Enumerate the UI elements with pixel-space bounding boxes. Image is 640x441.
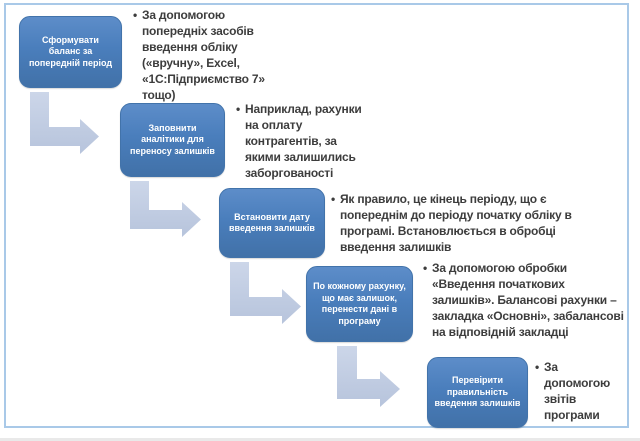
elbow-arrow-3: [230, 262, 301, 324]
step-note-3: [331, 191, 603, 255]
bullet-icon: •: [331, 192, 336, 206]
step-box-3: [219, 188, 325, 258]
step-note-4-text: За допомогою обробки «Введення початкових залишків». Балансові рахунки – закладка «Основні», забалансові на відповідній закладці: [432, 261, 624, 339]
elbow-arrow-4: [337, 346, 400, 407]
step-box-5-label: Перевірити правильність введення залишків: [434, 375, 521, 409]
step-note-5-text: За допомогою звітів програми: [544, 360, 611, 422]
step-note-5: [535, 359, 620, 423]
step-box-1: [19, 16, 122, 88]
step-box-2: [120, 103, 225, 177]
step-box-1-label: Сформувати баланс за попередній період: [28, 34, 113, 68]
bullet-icon: •: [423, 261, 428, 275]
step-note-1-text: За допомогою попередніх засобів введення обліку («вручну», Excel, «1С:Підприємство 7» тощо): [142, 8, 265, 102]
step-box-3-label: Встановити дату введення залишків: [229, 211, 315, 233]
step-note-3-text: Як правило, це кінець періоду, що є попереднім до періоду початку обліку в програмі. Встановлюється в обробці введення залишків: [340, 192, 572, 254]
elbow-arrow-1: [30, 92, 99, 154]
step-box-5: [427, 357, 528, 428]
step-note-1: [133, 7, 273, 103]
step-box-2-label: Заповнити аналітики для переносу залишків: [130, 122, 215, 156]
step-box-4: [306, 266, 413, 342]
bullet-icon: •: [535, 360, 540, 374]
step-note-4: [423, 260, 628, 340]
step-note-2-text: Наприклад, рахунки на оплату контрагентів, за якими залишились заборгованості: [245, 102, 362, 180]
step-note-2: [236, 101, 368, 181]
elbow-arrow-2: [130, 181, 201, 237]
bullet-icon: •: [133, 8, 138, 22]
step-box-4-label: По кожному рахунку, що має залишок, перенести дані в програму: [313, 281, 406, 326]
bullet-icon: •: [236, 102, 241, 116]
